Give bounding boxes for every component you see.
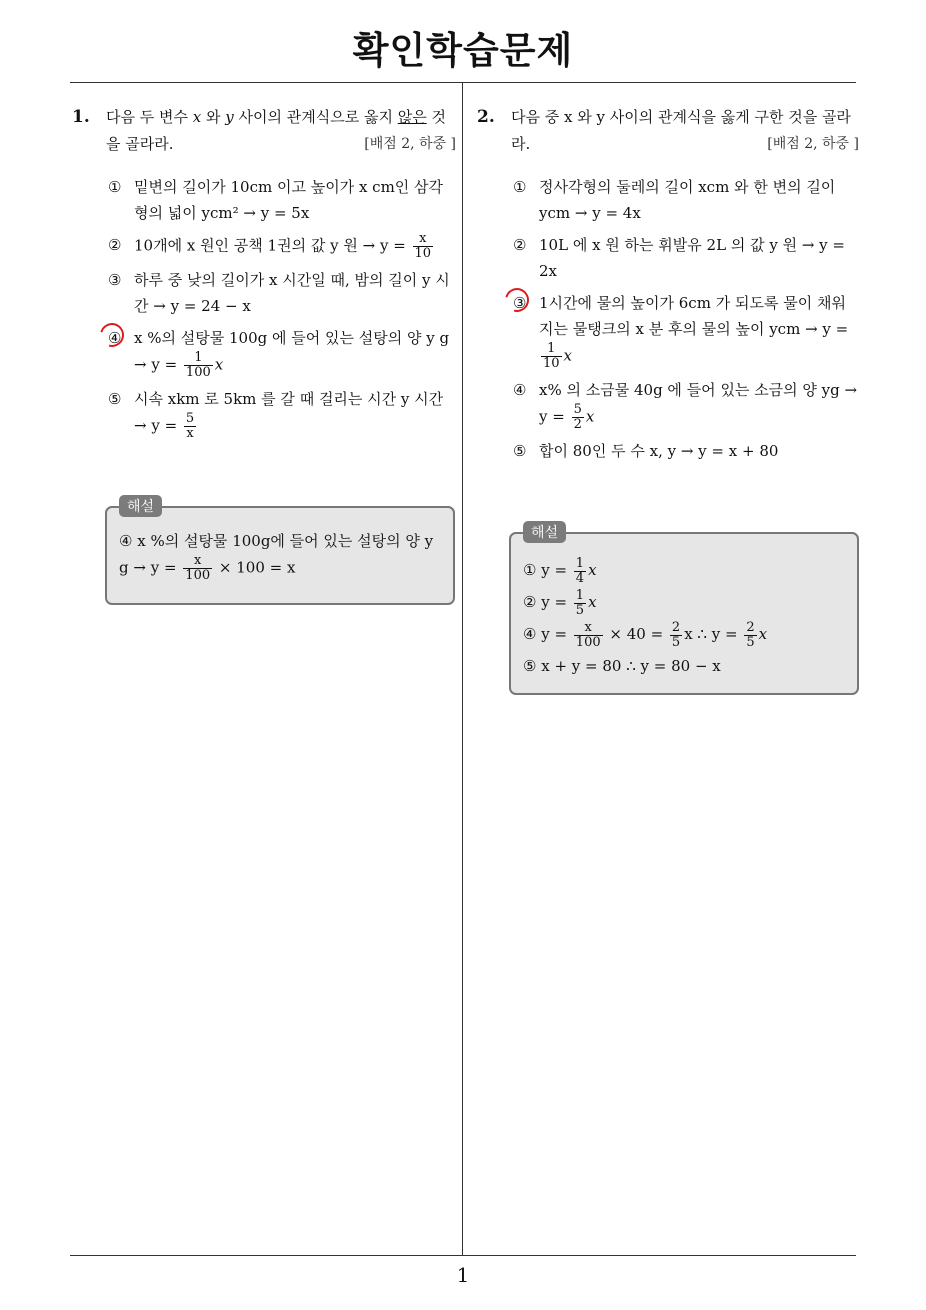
question-2-stem: 2. 다음 중 x 와 y 사이의 관계식을 옳게 구한 것을 골라라. [배점 2, 하중 ] — [477, 104, 859, 158]
fraction: $\frac{x}{100}$ — [185, 553, 211, 583]
column-divider — [462, 83, 463, 1256]
choice-1[interactable]: ① 밑변의 길이가 10cm 이고 높이가 x cm인 삼각형의 넓이 ycm² → y = 5x — [108, 178, 444, 222]
solution-line: ① y = $\frac{1}{4}$ x — [523, 555, 597, 586]
choice-5[interactable]: ⑤ 합이 80인 두 수 x, y → y = x + 80 — [513, 442, 779, 460]
question-2 — [477, 104, 859, 470]
question-2-points: [배점 2, 하중 ] — [767, 136, 859, 152]
fraction: $\frac{5}{2}$ — [573, 402, 582, 432]
fraction: $\frac{x}{100}$ — [575, 619, 601, 650]
solution-box-1 — [105, 499, 455, 605]
question-1-points: [배점 2, 하중 ] — [364, 136, 456, 152]
question-2-choices — [477, 174, 859, 464]
choice-2[interactable]: ② 10L 에 x 원 하는 휘발유 2L 의 값 y 원 → y = 2x — [513, 236, 845, 280]
choice-2[interactable]: ② 10개에 x 원인 공책 1권의 값 y 원 → y = $\frac{x}{10}$ — [108, 231, 432, 261]
choice-4[interactable]: ④ x% 의 소금물 40g 에 들어 있는 소금의 양 yg → y = $\frac{5}{2}$ x — [513, 381, 858, 432]
fraction: $\frac{5}{x}$ — [185, 411, 195, 441]
choice-1[interactable]: ① 정사각형의 둘레의 길이 xcm 와 한 변의 길이 ycm → y = 4x — [513, 178, 836, 222]
fraction: $\frac{2}{5}$ — [671, 619, 681, 650]
solution-2-text — [511, 534, 857, 682]
solution-1-text: ④ x %의 설탕물 100g에 들어 있는 설탕의 양 y g → y = $\frac{x}{100}$ × 100 = x — [119, 532, 434, 583]
choice-3[interactable]: ③ 하루 중 낮의 길이가 x 시간일 때, 밤의 길이 y 시간 → y = 24 − x — [108, 271, 450, 315]
fraction: $\frac{1}{5}$ — [575, 587, 585, 618]
solution-tag: 해설 — [523, 521, 566, 543]
fraction: $\frac{1}{10}$ — [543, 341, 560, 371]
choice-5[interactable]: ⑤ 시속 xkm 로 5km 를 갈 때 걸리는 시간 y 시간 → y = $\frac{5}{x}$ — [108, 390, 444, 441]
fraction: $\frac{1}{4}$ — [575, 555, 585, 586]
fraction: $\frac{2}{5}$ — [746, 619, 755, 650]
choice-3[interactable]: ③ 1시간에 물의 높이가 6cm 가 되도록 물이 채워지는 물탱크의 x 분 후의 물의 높이 ycm → y = $\frac{1}{10}$ x — [513, 290, 859, 371]
solution-box-2 — [509, 525, 859, 695]
bottom-rule — [70, 1255, 856, 1256]
solution-line: ② y = $\frac{1}{5}$ x — [523, 587, 597, 618]
page-number: 1 — [456, 1263, 470, 1287]
fraction: $\frac{x}{10}$ — [414, 231, 432, 261]
question-1-choices — [72, 174, 456, 441]
underlined-word: 않은 — [397, 108, 427, 126]
fraction: $\frac{1}{100}$ — [185, 350, 211, 380]
question-1-stem: 1. 다음 두 변수 x 와 y 사이의 관계식으로 옳지 않은 것을 골라라. [배점 2, 하중 ] — [72, 104, 456, 158]
question-1 — [72, 104, 456, 447]
choice-4[interactable]: ④ x %의 설탕물 100g 에 들어 있는 설탕의 양 y g → y = $\frac{1}{100}$ x — [108, 325, 456, 380]
solution-line: ④ y = $\frac{x}{100}$ × 40 = $\frac{2}{5}$ x ∴ y = $\frac{2}{5}$ x — [523, 619, 768, 650]
solution-tag: 해설 — [119, 495, 162, 517]
page-title: 확인학습문제 — [352, 29, 574, 72]
question-1-number: 1. — [72, 107, 90, 127]
solution-line: ⑤ x + y = 80 ∴ y = 80 − x — [523, 657, 721, 675]
question-2-number: 2. — [477, 107, 495, 127]
top-rule — [70, 82, 856, 83]
